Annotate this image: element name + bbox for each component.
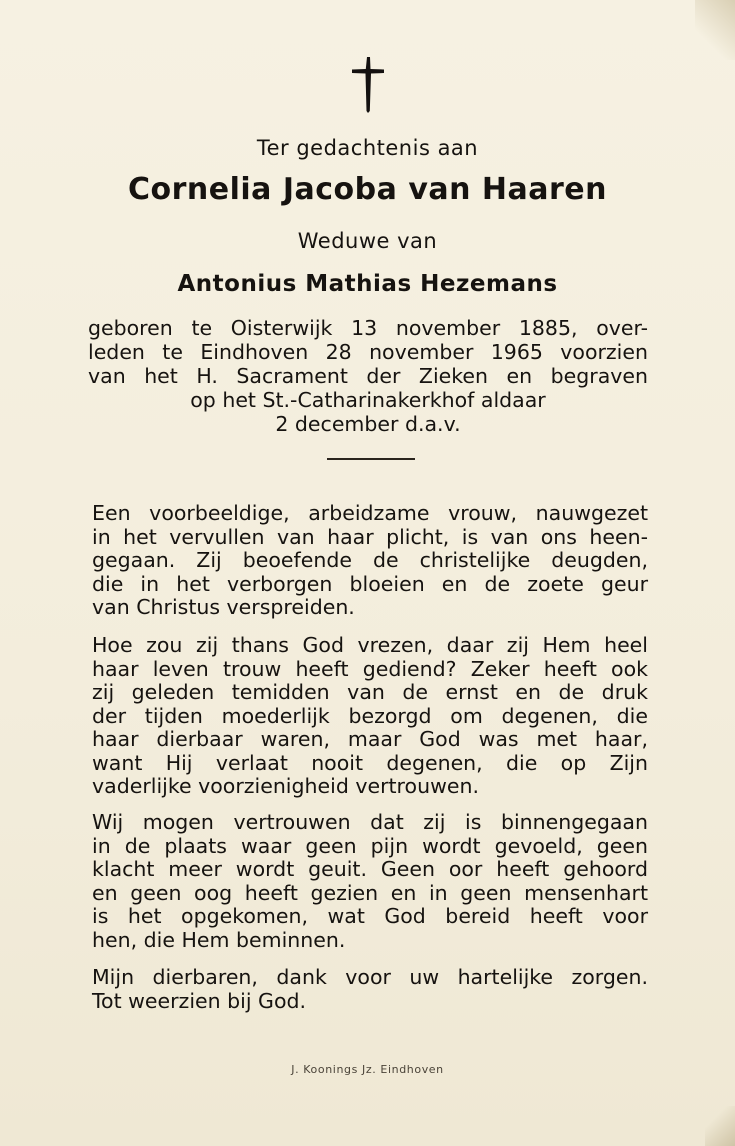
widow-of-text: Weduwe van <box>297 229 438 253</box>
paragraph-line: en geen oog heeft gezien en in geen mensenhart <box>92 880 648 905</box>
paragraph-line: in de plaats waar geen pijn wordt gevoeld, geen <box>92 833 648 858</box>
paragraph-line: vaderlijke voorzienigheid vertrouwen. <box>92 774 479 798</box>
printer-imprint: J. Koonings Jz. Eindhoven <box>291 1063 444 1076</box>
divider-rule <box>327 458 415 460</box>
paragraph-line: klacht meer wordt geuit. Geen oor heeft gehoord <box>92 857 648 881</box>
paragraph-line: Wij mogen vertrouwen dat zij is binnengegaan <box>92 810 648 834</box>
paragraph-2 <box>92 634 648 799</box>
paragraph-line: zij geleden temidden van de ernst en de druk <box>92 680 648 704</box>
paragraph-line: want Hij verlaat nooit degenen, die op Zijn <box>92 750 648 775</box>
life-line: 2 december d.a.v. <box>275 412 461 436</box>
paragraph-line: haar leven trouw heeft gediend? Zeker heeft ook <box>92 656 648 681</box>
paragraph-line: Tot weerzien bij God. <box>92 988 307 1013</box>
paragraph-3 <box>92 811 648 952</box>
paper-wear-top-right <box>695 0 735 60</box>
paragraph-line: haar dierbaar waren, maar God was met haar, <box>92 727 648 751</box>
paragraph-line: der tijden moederlijk bezorgd om degenen, die <box>92 703 648 728</box>
latin-cross-icon <box>350 55 386 115</box>
paragraph-line: Een voorbeeldige, arbeidzame vrouw, nauwgezet <box>92 501 648 525</box>
life-details <box>88 316 648 436</box>
paragraph-line: Mijn dierbaren, dank voor uw hartelijke zorgen. <box>92 965 648 989</box>
paragraph-line: die in het verborgen bloeien en de zoete geur <box>92 571 648 596</box>
intro-text: Ter gedachtenis aan <box>256 136 479 160</box>
life-line: van het H. Sacrament der Zieken en begraven <box>88 364 648 388</box>
life-line: op het St.-Catharinakerkhof aldaar <box>190 388 546 412</box>
paragraph-line: in het vervullen van haar plicht, is van ons heen- <box>92 524 648 549</box>
life-line: geboren te Oisterwijk 13 november 1885, over- <box>88 316 648 340</box>
paper-wear-bottom-right <box>705 1106 735 1146</box>
paragraph-line: van Christus verspreiden. <box>92 595 355 619</box>
paragraph-line: gegaan. Zij beoefende de christelijke deugden, <box>92 548 648 572</box>
paragraph-1 <box>92 502 648 620</box>
deceased-name: Cornelia Jacoba van Haaren <box>127 172 608 207</box>
paragraph-line: is het opgekomen, wat God bereid heeft voor <box>92 904 648 928</box>
paragraph-4 <box>92 966 648 1013</box>
paragraph-line: Hoe zou zij thans God vrezen, daar zij Hem heel <box>92 633 648 657</box>
paragraph-line: hen, die Hem beminnen. <box>92 927 346 952</box>
husband-name: Antonius Mathias Hezemans <box>177 271 558 297</box>
life-line: leden te Eindhoven 28 november 1965 voorzien <box>88 340 648 364</box>
